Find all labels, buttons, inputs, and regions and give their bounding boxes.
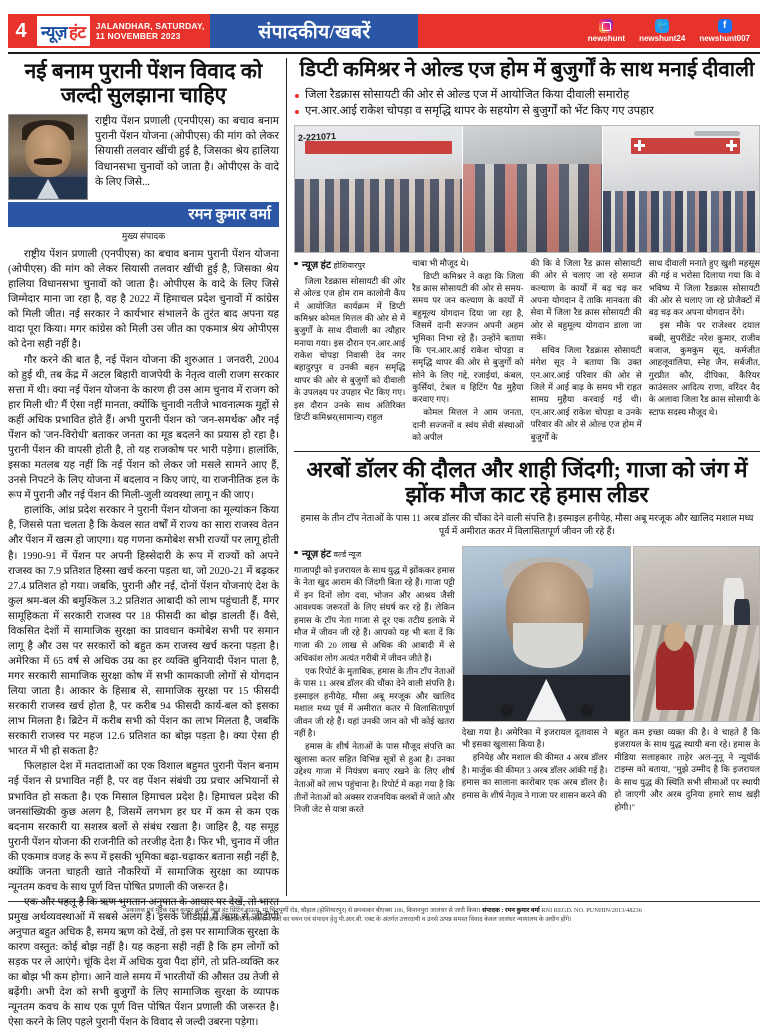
story1-byline [294,257,405,271]
story1-paragraph: सचिव जिला रैडक्रास सोसायटी मंगेश सूद ने बताया कि उक्त एन.आर.आई परिवार की ओर से जिले में आई बाढ़ के समय भी राहत सामग्र मुहैया करवाई गई थी। एन.आर.आई राकेश चोपड़ा व उनके परिवार की ओर से ओल्ड एज होम में बुजुर्गों के [530,344,642,442]
editorial-paragraph: राष्ट्रीय पेंशन प्रणाली (एनपीएस) का बचाव बनाम पुरानी पेंशन योजना (ओपीएस) की मांग को लेकर सियासी तलवार खींची हुई है, जिसका श्रेय हालिया विधानसभा चुनावों को जाता है। ओपीएस के वादे के लिए जिसे जिम्मेदार माना जा रहा है, वह है 2022 में हिमाचल प्रदेश चुनावों में कांग्रेस को मिली जीत। नई सरकार ने कार्यभार संभालने के तुरंत बाद अपना यह वादा पूरा किया। मगर कांग्रेस को मिली उस जीत का एकमात्र श्रेय ओपीएस को देना सही नहीं है। [8,248,279,351]
twitter-icon: 🐦 [655,20,669,31]
editorial-column [8,58,286,1029]
story1-paragraph: साथ दीवाली मनाते हुए खुशी महसूस की गई व भरोसा दिलाया गया कि वे भविष्य में जिला रैडक्रास सोसायटी की ओर से चलाए जा रहे प्रोजैक्टों में बढ़ चढ़ कर अपना योगदान देंगे। [648,257,760,318]
photo-gaza-rubble [633,546,760,722]
editorial-paragraph: हालांकि, आंध्र प्रदेश सरकार ने पुरानी पेंशन योजना का मूल्यांकन किया है, जिससे पता चलता है कि केवल सात वर्षों में राज्य का सारा राजस्व वेतन और पेंशन में खत्म हो जाएगा। यह गणना कमोबेश सभी राज्यों पर लागू होती है। 1990-91 में पेंशन पर अपनी हिस्सेदारी के रूप में राज्यों को अपने राजस्व का 7.9 प्रतिशत हिस्सा खर्च करना पड़ता था, जो 2020-21 में बढ़कर 27.4 प्रतिशत हो गया। जबकि, पुरानी और नई, दोनों पेंशन योजनाएं देश के कुल श्रम-बल की बमुश्किल 3.2 प्रतिशत आबादी को लाभ पहुंचाती हैं, मगर सामूहिकता में सरकारी राजस्व पर 18 फीसदी का बोझ डालती हैं। वैसे, विकसित देशों में सामाजिक सुरक्षा का प्रावधान कमोबेश सभी पर समान लागू है और उस पर सरकारों को बहुत कम राजस्व खर्च करना पड़ता है। अमेरिका में 65 वर्ष से अधिक उम्र का हर व्यक्ति बुनियादी पेंशन पाता है, मगर सरकारी सामाजिक सुरक्षा कोष में सभी कामकाजी लोगों से योगदान लिया जाता है। आकार के हिसाब से, सामाजिक सुरक्षा पर 15 फीसदी सरकारी राजस्व खर्च होता है, पर करीब 94 फीसदी कार्य-बल को इसका लाभ मिलता है। ब्रिटेन में करीब सभी को पेंशन का लाभ मिलता है, जबकि सरकारी राजस्व पर महज 12.6 प्रतिशत का बोझ पड़ता है। क्या ऐसा ही भारत में भी हो सकता है? [8,505,279,757]
story1-bullet: जिला रैडक्रास सोसायटी की ओर से ओल्ड एज में आयोजित किया दीवाली समारोह [294,88,760,104]
logo-text-primary: न्यूज़ [41,22,67,42]
news-column [287,58,760,896]
footer-editor: संपादक : रमन कुमार वर्मा [482,907,540,914]
facebook-handle: newshunt007 [699,34,750,43]
footer-imprint: प्रकाशक एवं मुद्रक रमन कुमार वर्मा ने न्यूज़ हंट प्रिंटिंग हाऊस, मां चिंतपूर्णी रोड, चौहाल (होशियारपुर) से छपवाकर बीएक्स 106, किशनपुरा जालंधर से जारी किया। [126,907,483,914]
logo-text-secondary: हंट [69,22,86,42]
editorial-paragraph: एक और पहलू है कि ऋण भुगतान अनुपात के आधार पर देखें, तो भारत प्रमुख अर्थव्यवस्थाओं में सबसे अलग है। इसके जीडीपी में ऋण से जीडीपी अनुपात बहुत अधिक है, समय ऋण को देखें, तो इस पर सामाजिक सुरक्षा के कारण वस्तुत: कोई बोझ नहीं है। यह कहना सही नहीं है कि हम लोगों को सड़क पर ले आएंगे। चूंकि देश में अधिक युवा पैदा होंगे, तो प्रति-व्यक्ति कर का बोझ भी कम होगा। आने वाले समय में भारतीयों की औसत उम्र तेजी से बढ़ेंगी। अभी देश को सभी बुजुर्गों के लिए सामाजिक सुरक्षा के व्यापक न्यूनतम कवच के साथ एक पूर्ण वित्त पोषित पेंशन प्रणाली की जरूरत है। ऐसा करने के लिए पहले पुरानी पेंशन के विवाद से जल्दी उबरना पड़ेगा। [8,897,279,1029]
dateline [93,14,211,48]
story2-column-1 [294,546,455,816]
social-bar [418,14,760,48]
editorial-lead: राष्ट्रीय पेंशन प्रणाली (एनपीएस) का बचाव बनाम पुरानी पेंशन योजना (ओपीएस) की मांग को लेकर सियासी तलवार खींची हुई है, जिसका श्रेय हालिया विधानसभा चुनावों को जाता है। ओपीएस के वादे के लिए जिसे... [95,115,279,188]
story1-paragraph: जिला रैडक्रास सोसायटी की ओर से ओल्ड एज होम राम कालोनी कैंप में आयोजित कार्यक्रम में डिप्टी कमिश्नर कोमल मित्तल की ओर से में बुजुर्गों के साथ दीवाली का त्यौहार मनाया गया। इस दौरान एन.आर.आई राकेश चोपड़ा निवासी देव नगर बहादुरपुर व उनकी बहन समृद्धि थापर की ओर से बुजुर्गों को दीवाली के उपलक्ष्य पर उपहार भेंट किए गए। इस दौरान उनके साथ अतिरिक्त डिप्टी कमिश्नर(सामान्य) राहुल [294,275,406,422]
story2-paragraph: गाजापट्टी को इजरायल के साथ युद्ध में झोंककर हमास के नेता खुद आराम की जिंदगी बिता रहे हैं। गाजा पट्टी में इन दिनों लोग दवा, भोजन और आश्रय जैसी आवश्यक जरूरतों के लिए संघर्ष कर रहे हैं। लेकिन हमास के टॉप नेता गाजा से दूर एक तटीय इलाके में मौज में जीवन जी रहे हैं। आपको यह भी बता दें कि गाजा की 20 लाख से अधिक की आबादी में से अधिकांश लोग अत्यंत गरीबी में जीवन जीते हैं। [294,564,455,663]
instagram-icon [599,19,613,33]
masthead [8,14,760,48]
story2-paragraph: हनियेह और मशाल की कीमत 4 अरब डॉलर है। मार्जुक की कीमत 3 अरब डॉलर आंकी गई है। हमास का सालाना कारोबार एक अरब डॉलर है। हमास के शीर्ष नेतृत्व ने गाजा पर शासन करने की [461,752,608,800]
social-facebook[interactable] [699,19,750,43]
story1-headline: डिप्टी कमिश्रर ने ओल्ड एज होम में बुजुर्गों के साथ मनाई दीवाली [299,59,755,81]
twitter-handle: newshunt24 [639,34,686,43]
story1-paragraph: डिप्टी कमिश्नर ने कहा कि जिला रैड क्रास सोसायटी की ओर से समय-समय पर जन कल्याण के कार्यों में बहुमूल्य योगदान दिया जा रहा है, जिसमें दानी सज्जन अपनी अहम भूमिका निभा रहे हैं। उन्होंने बताया कि एन.आर.आई राकेश चोपड़ा व समृद्धि थापर की ओर से बुजुर्गों को सोने के लिए गद्दे, रजाईयां, कंबल, कुर्सियां, टेबल व हिटिंग पैड मुहैया करवाए गए। [412,270,524,405]
social-twitter[interactable] [639,19,685,43]
section-title: संपादकीय/खबरें [258,22,371,43]
story1-column-1 [294,257,405,444]
photo-diya-lighting [295,126,462,252]
story1-bullet: एन.आर.आई राकेश चोपड़ा व समृद्धि थापर के सहयोग से बुजुर्गों को भेंट किए गए उपहार [294,104,760,120]
photo-plate-number: 2-221071 [297,130,337,143]
editor-designation: मुख्य संपादक [121,230,166,241]
dateline-city-day: JALANDHAR, SATURDAY, [95,21,205,31]
dateline-date: 11 NOVEMBER 2023 [95,31,181,41]
photo-hamas-leader [462,546,631,722]
newshunt-logo[interactable] [37,16,90,46]
story2-kicker: हमास के तीन टॉप नेताओं के पास 11 अरब डॉलर की चौंका देने वाली संपत्ति है। इस्माइल हनीयेह, मौसा अबू मरजूक और खालिद मशाल मध्य पूर्व में अमीरात कतर में विलासितापूर्ण जीवन जी रहे हैं। [300,513,754,538]
editorial-headline: नई बनाम पुरानी पेंशन विवाद को जल्दी सुलझाना चाहिए [24,59,263,107]
story2-paragraph: देखा गया है। अमेरिका में इजरायल दूतावास ने भी इसका खुलासा किया है। [461,726,608,750]
story2-byline-source: न्यूज़ हंट [302,548,332,560]
story2-column-3 [614,726,760,814]
page-number: 4 [15,19,27,42]
social-instagram[interactable] [588,19,625,43]
instagram-handle: newshunt [587,34,626,43]
story2-paragraph: एक रिपोर्ट के मुताबिक, हमास के तीन टॉप नेताओं के पास 11 अरब डॉलर की चौंका देने वाली संपत्ति है। इस्माइल हनीयेह, मौसा अबू मरजूक और खालिद मशाल मध्य पूर्व में अमीरात कतर में विलासितापूर्ण जीवन जी रहे हैं। यहां उनकी जान को भी कोई खतरा नहीं है। [294,665,455,739]
story1-byline-source: न्यूज़ हंट [302,259,332,271]
story2-headline: अरबों डॉलर की दौलत और शाही जिंदगी; गाजा को जंग में झोंक मौज काट रहे हमास लीडर [306,456,748,508]
story1-column-2 [412,257,523,444]
editor-portrait [8,114,88,200]
editor-name-bar: रमन कुमार वर्मा [8,202,279,227]
footer-disclaimer: *इस अंक में प्रकाशित समस्त समाचारों का चयन एवं संपादन हेतु पी.आर.बी. एक्ट के अंतर्गत उत्तरदायी व उनसे उत्पन्न समस्त विवाद केवल जालंधर न्यायालय के अधीन होंगे। [196,916,572,924]
facebook-icon: f [718,19,732,33]
editorial-paragraph: फिलहाल देश में मतदाताओं का एक विशाल बहुमत पुरानी पेंशन बनाम नई पेंशन से प्रभावित नहीं है, पर वह पेंशन संबंधी उग्र प्रचार अभियानों से प्रभावित हो सकता है। एक मिसाल हिमाचल प्रदेश है। हिमाचल प्रदेश की जनसांख्यिकी कुछ अलग है, जिसमें लगभग हर घर में कम से कम एक बदनाम सरकारी या सशस्त्र बलों से संबंध रखता है। जाहिर है, यह समूह पुरानी पेंशन योजना की राजनीति को तरजीह देता है। फिर भी, चुनाव में जीत की एकमात्र वजह के रूप में इसकी भूमिका बढ़ा-चढ़ाकर बताना सही नहीं है, क्योंकि जनता चाहती खाते नौकरियों में सामाजिक सुरक्षा का व्यापक न्यूनतम कवच के साथ पूर्ण वित्त पोषित प्रणाली की जरूरत है। [8,761,279,893]
story1-photo-strip [294,125,760,253]
story1-bullets [294,88,760,120]
story1-column-3 [531,257,642,444]
story2-photo-strip [462,546,760,722]
story2-column-2 [462,726,608,814]
story2-byline-place: वर्ल्ड न्यूज [333,549,362,559]
story1-paragraph: चाबा भी मौजूद थे। [412,257,469,268]
footer-rni: RNI REGD. NO. PUNHIN/2013/48236 [539,907,642,914]
story1-columns [294,257,760,444]
story-hamas-leaders [294,451,760,816]
editorial-intro [8,114,279,200]
masthead-rule [8,52,760,54]
story1-paragraph: की कि वे जिला रैड क्रास सोसायटी की ओर से चलाए जा रहे समाज कल्याण के कार्यों में बढ़ चढ़ कर अपना योगदान दें ताकि मानवता की सेवा में जिला रैड क्रास सोसायटी की ओर से बहुमूल्य योगदान डाला जा सके। [530,257,642,343]
story1-column-4 [649,257,760,444]
story2-media-and-text [462,546,760,816]
masthead-left [8,14,210,48]
story2-paragraph: हमास के शीर्ष नेताओं के पास मौजूद संपत्ति का खुलासा कतर सहित विभिन्न सूत्रों से हुआ है। उनका उद्देश्य गाजा में नियंत्रण बनाए रखने के लिए शीर्ष नेताओं को लाभ पहुंचाना है। रिपोर्ट में कहा गया है कि तीनों नेताओं को अक्सर राजनयिक क्लबों में जाते और निजी जेट से यात्रा करते [294,741,455,815]
story1-paragraph: कोमल मित्तल ने आम जनता, दानी सज्जनों व स्वंय सेवी संस्थाओं को अपील [412,407,524,443]
story1-byline-place: होशियारपुर [333,260,366,270]
story2-paragraph: बहुत कम इच्छा व्यक्त की है। वे चाहते हैं कि इजरायल के साथ युद्ध स्थायी बना रहे। हमास के मीडिया सलाहकार ताहेर अल-नूनू ने न्यूयॉर्क टाइम्स को बताया, "मुझे उम्मीद है कि इजरायल के साथ युद्ध की स्थिति सभी सीमाओं पर स्थायी हो जाएगी और अरब दुनिया हमारे साथ खड़ी होगी।" [614,726,761,812]
photo-gift-distribution [463,126,602,252]
editorial-paragraph: गौर करने की बात है, नई पेंशन योजना की शुरुआत 1 जनवरी, 2004 को हुई थी, तब केंद्र में अटल बिहारी वाजपेयी के नेतृत्व वाली राजग सरकार सत्ता में थी। क्या नई पेंशन योजना के कारण ही उस आम चुनाव में राजग को हार मिली थी? मैं ऐसा नहीं मानता, क्योंकि चुनावी नतीजे भावनात्मक मुद्दों से कहीं अधिक प्रभावित होते हैं। अभी पुरानी पेंशन को 'जन-समर्थक' और नई पेंशन को 'जन-विरोधी' बताकर जनता का मूड बदलने का प्रयास हो रहा है। पुरानी पेंशन की वापसी होती है, तो यह राजकोष पर भारी पड़ेगा। हालांकि, इसका मतलब यह नहीं कि नई पेंशन को लेकर जो मसले सामने आए हैं, उनसे निपटने के लिए योजना में बदलाव न किए जाएं, या राजनीतिक हल के रूप में पुरानी और नई पेंशन की मिली-जुली व्यवस्था लागू न की जाए। [8,354,279,501]
section-banner [210,14,418,48]
story2-byline [294,546,455,560]
story-deputy-commissioner [294,59,760,444]
newspaper-page [0,14,768,1029]
photo-group-gathering [603,126,759,252]
story2-columns [294,546,760,816]
story1-paragraph: इस मौके पर राजेश्वर दयाल बब्बी, सुपरींडेंट नरेश कुमार, राजीव बजाज, कुमकुम सूद, कर्मजीत आहलूवालिया, स्नेह जैन, सर्बजीत, गुरप्रीत कौर, दीपिका, कैरियर काउंसलर आदित्य राणा, वरिंदर वैद के अलावा जिला रैड क्रास सोसायी के स्टाफ सदस्य मौजूद थे। [648,320,760,417]
